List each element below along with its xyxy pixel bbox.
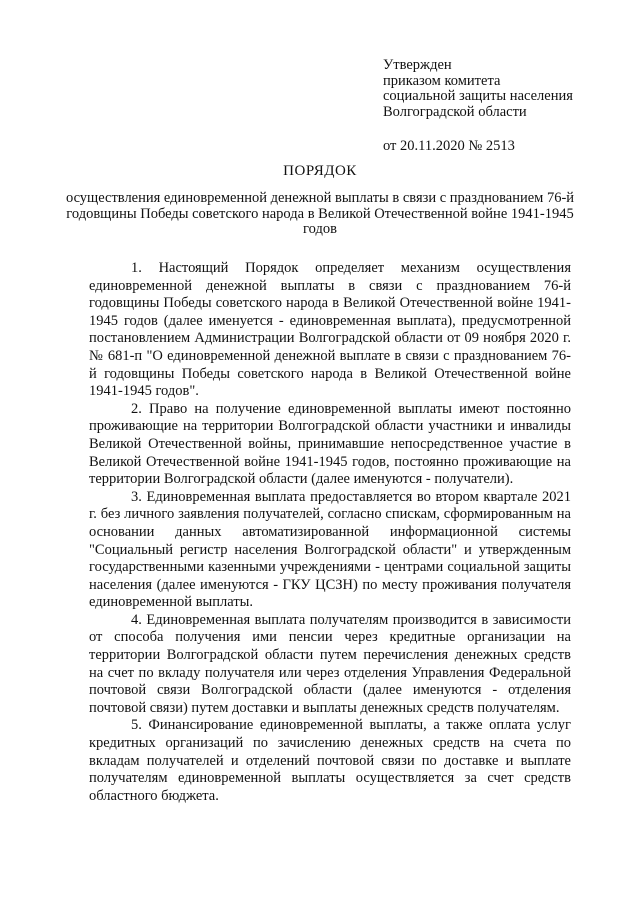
paragraph-1: 1. Настоящий Порядок определяет механизм осуществления единовременной денежной выплаты в связи с празднованием 76-й годовщины Победы советского народа в Великой Отечественной войне 1941-1945 годов (далее именуется - единовременная выплата), предусмотренной постановлением Администрации Волгоградской области от 09 ноября 2020 г. № 681-п "О единовременной денежной выплате в связи с празднованием 76-й годовщины Победы советского народа в Великой Отечественной войне 1941-1945 годов". [89, 260, 571, 400]
document-title: ПОРЯДОК [283, 163, 357, 179]
paragraph-4: 4. Единовременная выплата получателям производится в зависимости от способа получения ими пенсии через кредитные организации на территории Волгоградской области путем перечисления денежных средств на счет по вкладу получателя или через отделения Управления Федеральной почтовой связи Волгоградской области (далее именуются - отделения почтовой связи) путем доставки и выплаты денежных средств получателям. [89, 611, 571, 716]
document-body [89, 260, 571, 805]
approval-line: социальной защиты населения [383, 88, 573, 104]
approval-date: от 20.11.2020 № 2513 [383, 138, 515, 154]
approval-line: приказом комитета [383, 72, 501, 89]
approval-line: Волгоградской области [383, 103, 527, 120]
paragraph-2: 2. Право на получение единовременной выплаты имеют постоянно проживающие на территории Волгоградской области участники и инвалиды Великой Отечественной войны, принимавшие непосредственное участие в Великой Отечественной войне 1941-1945 годов, постоянно проживающие на территории Волгоградской области (далее именуются - получатели). [89, 400, 571, 488]
approval-line: Утвержден [383, 57, 452, 73]
paragraph-3: 3. Единовременная выплата предоставляется во втором квартале 2021 г. без личного заявления получателей, согласно спискам, сформированным на основании данных автоматизированной информационной системы "Социальный регистр населения Волгоградской области" и утвержденным государственными казенными учреждениями - центрами социальной защиты населения (далее именуются - ГКУ ЦСЗН) по месту проживания получателя единовременной выплаты. [89, 488, 571, 611]
document-subtitle: осуществления единовременной денежной выплаты в связи с празднованием 76-й годовщины Победы советского народа в Великой Отечественной войне 1941-1945 годов [65, 190, 575, 237]
approval-stamp [383, 58, 623, 155]
paragraph-5: 5. Финансирование единовременной выплаты, а также оплата услуг кредитных организаций по зачислению денежных средств на счета по вкладам получателей и отделений почтовой связи по доставке и выплате получателям единовременной выплаты осуществляется за счет средств областного бюджета. [89, 717, 571, 804]
